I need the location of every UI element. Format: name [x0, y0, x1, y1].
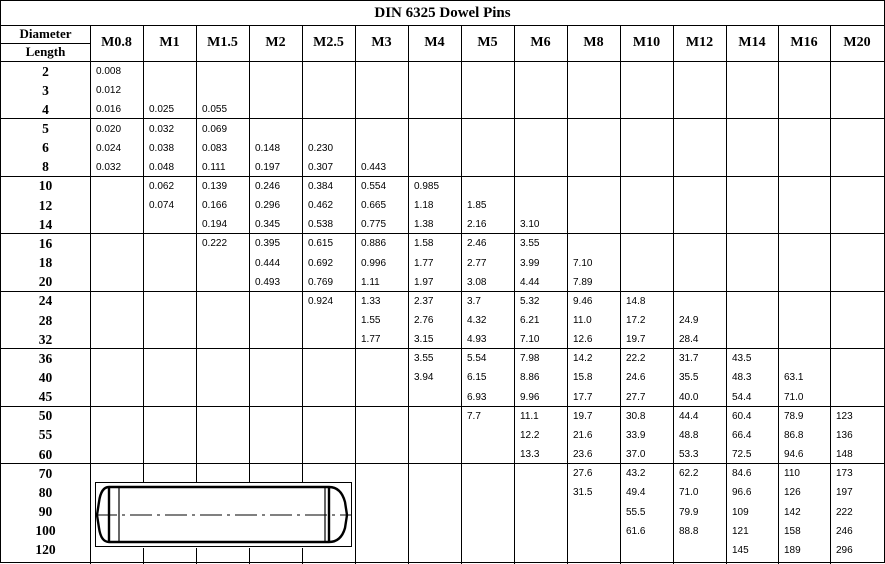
weight-cell: 0.886 [361, 238, 387, 250]
column-header-m0-8: M0.8 [101, 35, 132, 50]
row-length-8: 8 [42, 159, 49, 175]
weight-cell: 24.6 [626, 372, 646, 384]
column-header-m2: M2 [265, 35, 286, 50]
weight-cell: 148 [836, 449, 853, 461]
weight-cell: 54.4 [732, 391, 752, 403]
row-length-32: 32 [38, 331, 53, 347]
column-header-m2-5: M2.5 [313, 35, 344, 50]
row-length-16: 16 [38, 235, 53, 251]
column-divider [726, 25, 727, 564]
weight-cell: 7.89 [573, 276, 593, 288]
weight-cell: 11.0 [573, 315, 592, 326]
column-header-m12: M12 [685, 35, 714, 50]
weight-cell: 0.493 [255, 276, 281, 288]
weight-cell: 110 [784, 468, 800, 480]
weight-cell: 48.8 [679, 429, 699, 441]
weight-cell: 1.85 [467, 200, 487, 212]
weight-cell: 43.5 [732, 353, 752, 365]
weight-cell: 94.6 [784, 449, 804, 461]
title-divider [1, 25, 884, 26]
column-divider [90, 25, 91, 564]
column-header-m14: M14 [738, 35, 766, 50]
column-divider [408, 25, 409, 564]
weight-cell: 28.4 [679, 334, 699, 346]
weight-cell: 1.38 [414, 219, 434, 231]
diameter-header-label: Diameter [19, 26, 72, 41]
weight-cell: 31.7 [679, 353, 699, 365]
weight-cell: 5.54 [467, 353, 487, 365]
weight-cell: 296 [836, 544, 853, 556]
weight-cell: 44.4 [679, 410, 699, 422]
group-divider [1, 233, 884, 234]
column-divider [514, 25, 515, 564]
header-divider [1, 61, 884, 62]
row-length-6: 6 [42, 140, 49, 156]
column-header-m3: M3 [371, 35, 392, 50]
weight-cell: 1.97 [414, 276, 434, 288]
weight-cell: 0.665 [361, 200, 387, 212]
weight-cell: 3.55 [414, 353, 434, 365]
weight-cell: 11.1 [520, 410, 539, 422]
weight-cell: 0.055 [202, 104, 228, 116]
column-divider [355, 25, 356, 564]
dowel-pin-drawing-icon [95, 482, 353, 548]
weight-cell: 0.012 [96, 85, 122, 97]
header-stub-divider [1, 43, 90, 44]
weight-cell: 63.1 [784, 372, 804, 384]
weight-cell: 0.016 [96, 104, 122, 116]
weight-cell: 2.46 [467, 238, 487, 250]
weight-cell: 0.554 [361, 180, 387, 192]
weight-cell: 9.96 [520, 391, 540, 403]
weight-cell: 22.2 [626, 353, 646, 365]
weight-cell: 0.025 [149, 104, 175, 116]
weight-cell: 126 [784, 487, 801, 499]
weight-cell: 66.4 [732, 429, 752, 441]
weight-cell: 0.692 [308, 257, 334, 269]
weight-cell: 0.462 [308, 200, 334, 212]
weight-cell: 6.21 [520, 315, 540, 326]
row-length-36: 36 [38, 350, 53, 366]
row-length-40: 40 [38, 369, 53, 385]
weight-cell: 23.6 [573, 449, 593, 461]
weight-cell: 27.6 [573, 468, 593, 480]
weight-cell: 30.8 [626, 410, 646, 422]
weight-cell: 7.10 [520, 334, 540, 346]
weight-cell: 24.9 [679, 315, 699, 326]
row-length-45: 45 [38, 389, 53, 405]
weight-cell: 0.246 [255, 180, 281, 192]
weight-cell: 189 [784, 544, 801, 556]
weight-cell: 0.024 [96, 142, 122, 154]
weight-cell: 142 [784, 506, 801, 518]
weight-cell: 72.5 [732, 449, 752, 461]
weight-cell: 158 [784, 525, 801, 537]
row-length-20: 20 [38, 274, 53, 290]
column-header-m10: M10 [632, 35, 661, 50]
weight-cell: 6.15 [467, 372, 487, 384]
column-header-m1: M1 [159, 35, 180, 50]
column-divider [567, 25, 568, 564]
weight-cell: 62.2 [679, 468, 699, 480]
weight-cell: 0.924 [308, 295, 334, 307]
weight-cell: 0.296 [255, 200, 281, 212]
weight-cell: 3.55 [520, 238, 540, 250]
weight-cell: 0.139 [202, 180, 228, 192]
weight-cell: 40.0 [679, 391, 699, 403]
weight-cell: 61.6 [626, 525, 646, 537]
weight-cell: 121 [732, 525, 749, 537]
column-header-m8: M8 [583, 35, 604, 50]
weight-cell: 0.194 [202, 219, 228, 231]
weight-cell: 35.5 [679, 372, 699, 384]
column-header-m1-5: M1.5 [207, 35, 238, 50]
weight-cell: 136 [836, 429, 853, 441]
weight-cell: 0.443 [361, 161, 387, 173]
weight-cell: 14.2 [573, 353, 593, 365]
weight-cell: 0.038 [149, 142, 175, 154]
group-divider [1, 463, 884, 464]
row-length-100: 100 [35, 523, 56, 539]
column-header-m20: M20 [843, 35, 871, 50]
weight-cell: 88.8 [679, 525, 699, 537]
row-length-120: 120 [35, 542, 56, 558]
weight-cell: 9.46 [573, 295, 593, 307]
weight-cell: 0.222 [202, 238, 228, 250]
row-length-70: 70 [38, 465, 53, 481]
weight-cell: 2.76 [414, 315, 434, 326]
weight-cell: 53.3 [679, 449, 699, 461]
weight-cell: 0.384 [308, 180, 334, 192]
weight-cell: 7.7 [467, 410, 481, 422]
weight-cell: 2.77 [467, 257, 487, 269]
row-length-90: 90 [38, 504, 53, 519]
weight-cell: 1.33 [361, 295, 381, 307]
weight-cell: 0.444 [255, 257, 281, 269]
weight-cell: 0.345 [255, 219, 281, 231]
weight-cell: 0.769 [308, 276, 334, 288]
weight-cell: 71.0 [784, 391, 804, 403]
weight-cell: 21.6 [573, 429, 593, 441]
row-length-50: 50 [38, 408, 53, 424]
row-length-18: 18 [38, 255, 53, 271]
group-divider [1, 118, 884, 119]
weight-cell: 84.6 [732, 468, 752, 480]
weight-cell: 1.55 [361, 315, 381, 326]
row-length-12: 12 [38, 197, 53, 213]
weight-cell: 6.93 [467, 391, 487, 403]
group-divider [1, 291, 884, 292]
weight-cell: 0.307 [308, 161, 334, 173]
column-divider [830, 25, 831, 564]
weight-cell: 145 [732, 544, 749, 556]
weight-cell: 1.11 [361, 276, 380, 288]
weight-cell: 3.94 [414, 372, 434, 384]
weight-cell: 0.008 [96, 66, 122, 78]
weight-cell: 0.069 [202, 123, 228, 135]
weight-cell: 14.8 [626, 295, 646, 307]
row-length-5: 5 [42, 121, 49, 136]
length-header-label: Length [25, 44, 66, 59]
weight-cell: 0.048 [149, 161, 175, 173]
weight-cell: 0.083 [202, 142, 228, 154]
weight-cell: 0.197 [255, 161, 281, 173]
weight-cell: 7.10 [573, 257, 593, 269]
weight-cell: 0.615 [308, 238, 334, 250]
column-divider [620, 25, 621, 564]
weight-cell: 0.074 [149, 200, 175, 212]
weight-cell: 19.7 [626, 334, 646, 346]
weight-cell: 3.10 [520, 219, 540, 231]
weight-cell: 4.44 [520, 276, 540, 288]
weight-cell: 13.3 [520, 449, 540, 461]
weight-cell: 2.16 [467, 219, 487, 231]
weight-cell: 31.5 [573, 487, 593, 499]
weight-cell: 0.395 [255, 238, 281, 250]
weight-cell: 96.6 [732, 487, 752, 499]
weight-cell: 0.775 [361, 219, 387, 231]
weight-cell: 12.6 [573, 334, 593, 346]
weight-cell: 0.032 [96, 161, 122, 173]
weight-cell: 7.98 [520, 353, 540, 365]
weight-cell: 4.93 [467, 334, 487, 346]
group-divider [1, 348, 884, 349]
row-length-55: 55 [38, 427, 53, 443]
weight-cell: 0.985 [414, 180, 440, 192]
weight-cell: 86.8 [784, 429, 804, 441]
row-length-10: 10 [38, 178, 53, 194]
weight-cell: 173 [836, 468, 853, 480]
weight-cell: 43.2 [626, 468, 646, 480]
weight-cell: 15.8 [573, 372, 593, 384]
weight-cell: 49.4 [626, 487, 646, 499]
table-title: DIN 6325 Dowel Pins [374, 4, 511, 21]
weight-cell: 17.2 [626, 315, 646, 326]
weight-cell: 0.111 [202, 161, 226, 173]
weight-cell: 0.020 [96, 123, 122, 135]
weight-cell: 1.58 [414, 238, 434, 250]
weight-cell: 0.538 [308, 219, 334, 231]
row-length-24: 24 [38, 293, 53, 309]
weight-cell: 71.0 [679, 487, 699, 499]
weight-cell: 33.9 [626, 429, 646, 441]
weight-cell: 48.3 [732, 372, 752, 384]
weight-cell: 222 [836, 506, 853, 518]
weight-cell: 197 [836, 487, 853, 499]
group-divider [1, 176, 884, 177]
column-header-m6: M6 [530, 35, 551, 50]
weight-cell: 5.32 [520, 295, 540, 307]
weight-cell: 246 [836, 525, 853, 537]
weight-cell: 0.148 [255, 142, 281, 154]
column-header-m4: M4 [424, 35, 445, 50]
weight-cell: 1.18 [414, 200, 434, 212]
weight-cell: 79.9 [679, 506, 699, 518]
weight-cell: 78.9 [784, 410, 804, 422]
weight-cell: 2.37 [414, 295, 434, 307]
row-length-4: 4 [42, 101, 49, 117]
column-divider [778, 25, 779, 564]
row-length-14: 14 [38, 216, 53, 232]
weight-cell: 0.062 [149, 180, 175, 192]
weight-cell: 60.4 [732, 410, 752, 422]
weight-cell: 12.2 [520, 429, 540, 441]
weight-cell: 0.996 [361, 257, 387, 269]
weight-cell: 109 [732, 506, 749, 518]
weight-cell: 0.230 [308, 142, 334, 154]
weight-cell: 3.99 [520, 257, 540, 269]
column-divider [673, 25, 674, 564]
row-length-80: 80 [38, 484, 53, 500]
group-divider [1, 406, 884, 407]
column-header-m5: M5 [477, 35, 498, 50]
row-length-28: 28 [38, 312, 53, 328]
weight-cell: 55.5 [626, 506, 646, 518]
weight-cell: 19.7 [573, 410, 593, 422]
weight-cell: 3.15 [414, 334, 434, 346]
weight-cell: 3.7 [467, 295, 481, 307]
weight-cell: 8.86 [520, 372, 540, 384]
row-length-60: 60 [38, 446, 53, 462]
weight-cell: 1.77 [414, 257, 434, 269]
weight-cell: 27.7 [626, 391, 646, 403]
weight-cell: 37.0 [626, 449, 646, 461]
column-divider [461, 25, 462, 564]
weight-cell: 1.77 [361, 334, 381, 346]
column-header-m16: M16 [790, 35, 818, 50]
row-length-2: 2 [42, 63, 49, 79]
weight-cell: 17.7 [573, 391, 593, 403]
weight-cell: 4.32 [467, 315, 487, 326]
weight-cell: 123 [836, 410, 853, 422]
weight-cell: 0.166 [202, 200, 228, 212]
weight-cell: 0.032 [149, 123, 175, 135]
weight-cell: 3.08 [467, 276, 487, 288]
row-length-3: 3 [42, 82, 49, 98]
